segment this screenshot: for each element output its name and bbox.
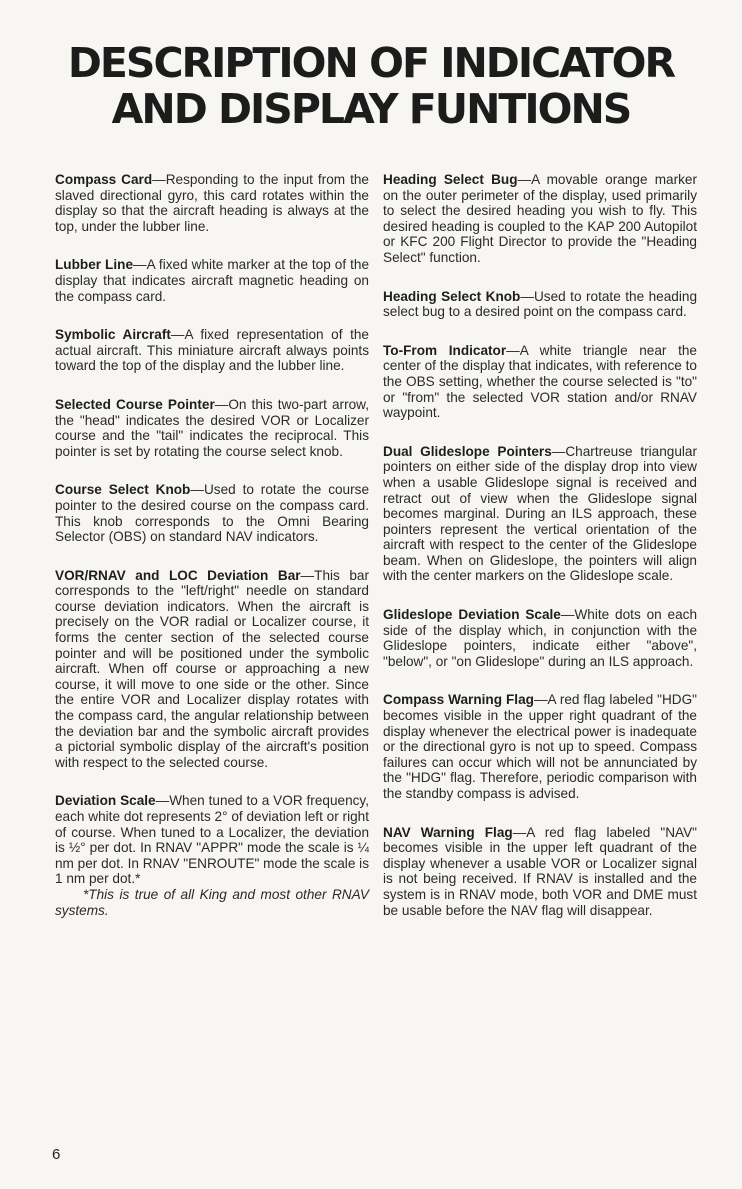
entry-course-select-knob	[55, 482, 369, 544]
footnote: *This is true of all King and most other RNAV systems.	[55, 886, 369, 918]
term-label: Deviation Scale	[55, 793, 156, 809]
entry-deviation-scale	[55, 793, 369, 887]
term-label: Selected Course Pointer	[55, 396, 215, 412]
entry-compass-warning-flag	[383, 692, 697, 801]
term-label: Course Select Knob	[55, 482, 191, 498]
term-description: —A red flag labeled "NAV" becomes visible in the upper left quadrant of the display whenever a usable VOR or Localizer signal is not being received. If RNAV is installed and the system is in RNAV mode, both VOR and DME must be usable before the NAV flag will disappear.	[383, 824, 697, 918]
entry-deviation-bar	[55, 568, 369, 771]
term-label: Heading Select Knob	[383, 288, 521, 304]
term-label: VOR/RNAV and LOC Deviation Bar	[55, 567, 301, 583]
term-label: Heading Select Bug	[383, 172, 518, 187]
title-line-1: DESCRIPTION OF INDICATOR	[67, 39, 675, 87]
term-label: Compass Card	[55, 172, 153, 187]
entry-glideslope-deviation-scale	[383, 607, 697, 669]
left-column	[55, 172, 369, 932]
term-description: —A fixed representation of the actual aircraft. This miniature aircraft always points toward the top of the display and the lubber line.	[55, 327, 369, 374]
title-line-2: AND DISPLAY FUNTIONS	[111, 85, 631, 133]
term-description: —When tuned to a VOR frequency, each white dot represents 2° of deviation left or right of course. When tuned to a Localizer, the deviation is ½° per dot. In RNAV "APPR" mode the scale is ¼ nm per dot. In RNAV "ENROUTE" mode the scale is 1 nm per dot.*	[55, 793, 369, 887]
page-title	[40, 40, 702, 132]
entry-heading-select-knob	[383, 289, 697, 320]
term-description: —A red flag labeled "HDG" becomes visible in the upper right quadrant of the display whenever the electrical power is inadequate or the directional gyro is not up to speed. Compass failures can occur which will not be annunciated by the "HDG" flag. Therefore, periodic comparison with the standby compass is advised.	[383, 692, 697, 801]
term-label: Compass Warning Flag	[383, 692, 534, 708]
entry-nav-warning-flag	[383, 825, 697, 919]
term-label: Dual Glideslope Pointers	[383, 443, 552, 459]
entry-heading-select-bug	[383, 172, 697, 266]
entry-compass-card	[55, 172, 369, 234]
entry-dual-glideslope-pointers	[383, 444, 697, 584]
entry-selected-course-pointer	[55, 397, 369, 459]
term-description: —White dots on each side of the display which, in conjunction with the Glideslope pointers, indicate either "above", "below", or "on Glideslope" during an ILS approach.	[383, 607, 697, 669]
term-label: To-From Indicator	[383, 342, 507, 358]
term-description: —Used to rotate the course pointer to the desired course on the compass card. This knob corresponds to the Omni Bearing Selector (OBS) on standard NAV indicators.	[55, 482, 370, 545]
term-description: —A fixed white marker at the top of the display that indicates aircraft magnetic heading on the compass card.	[55, 257, 369, 304]
term-description: —Chartreuse triangular pointers on either side of the display drop into view when a usable Glideslope signal is received and retract out of view when the Glideslope signal becomes marginal. During an ILS approach, these pointers represent the vertical orientation of the aircraft with respect to the center of the Glideslope beam. When on Glideslope, the pointers will align with the center markers on the Glideslope scale.	[383, 443, 697, 584]
term-description: —Responding to the input from the slaved directional gyro, this card rotates within the display so that the aircraft heading is always at the top, under the lubber line.	[55, 172, 369, 234]
entry-lubber-line	[55, 257, 369, 304]
page-number: 6	[52, 1146, 61, 1163]
term-label: NAV Warning Flag	[383, 824, 513, 840]
term-label: Symbolic Aircraft	[55, 327, 171, 343]
right-column	[383, 172, 697, 941]
term-description: —Used to rotate the heading select bug to a desired point on the compass card.	[383, 288, 697, 320]
entry-to-from-indicator	[383, 343, 697, 421]
term-description: —A white triangle near the center of the display that indicates, with reference to the OBS setting, whether the course selected is "to" or "from" the selected VOR station and/or RNAV waypoint.	[383, 342, 697, 421]
term-description: —A movable orange marker on the outer perimeter of the display, used primarily to select the desired heading you wish to fly. This desired heading is coupled to the KAP 200 Autopilot or KFC 200 Flight Director to provide the "Heading Select" function.	[383, 172, 698, 265]
entry-symbolic-aircraft	[55, 327, 369, 374]
term-label: Lubber Line	[55, 257, 134, 273]
term-label: Glideslope Deviation Scale	[383, 607, 561, 623]
term-description: —This bar corresponds to the "left/right" needle on standard course deviation indicators. When the aircraft is precisely on the VOR radial or Localizer course, it forms the center section of the selected course pointer and will be positioned under the symbolic aircraft. When off course or approaching a new course, it will move to one side or the other. Since the entire VOR and Localizer display rotates with the compass card, the angular relationship between the deviation bar and the symbolic aircraft provides a pictorial symbolic display of the aircraft's position with respect to the selected course.	[55, 567, 369, 770]
term-description: —On this two-part arrow, the "head" indicates the desired VOR or Localizer course and the "tail" indicates the reciprocal. This pointer is set by rotating the course select knob.	[55, 396, 369, 459]
